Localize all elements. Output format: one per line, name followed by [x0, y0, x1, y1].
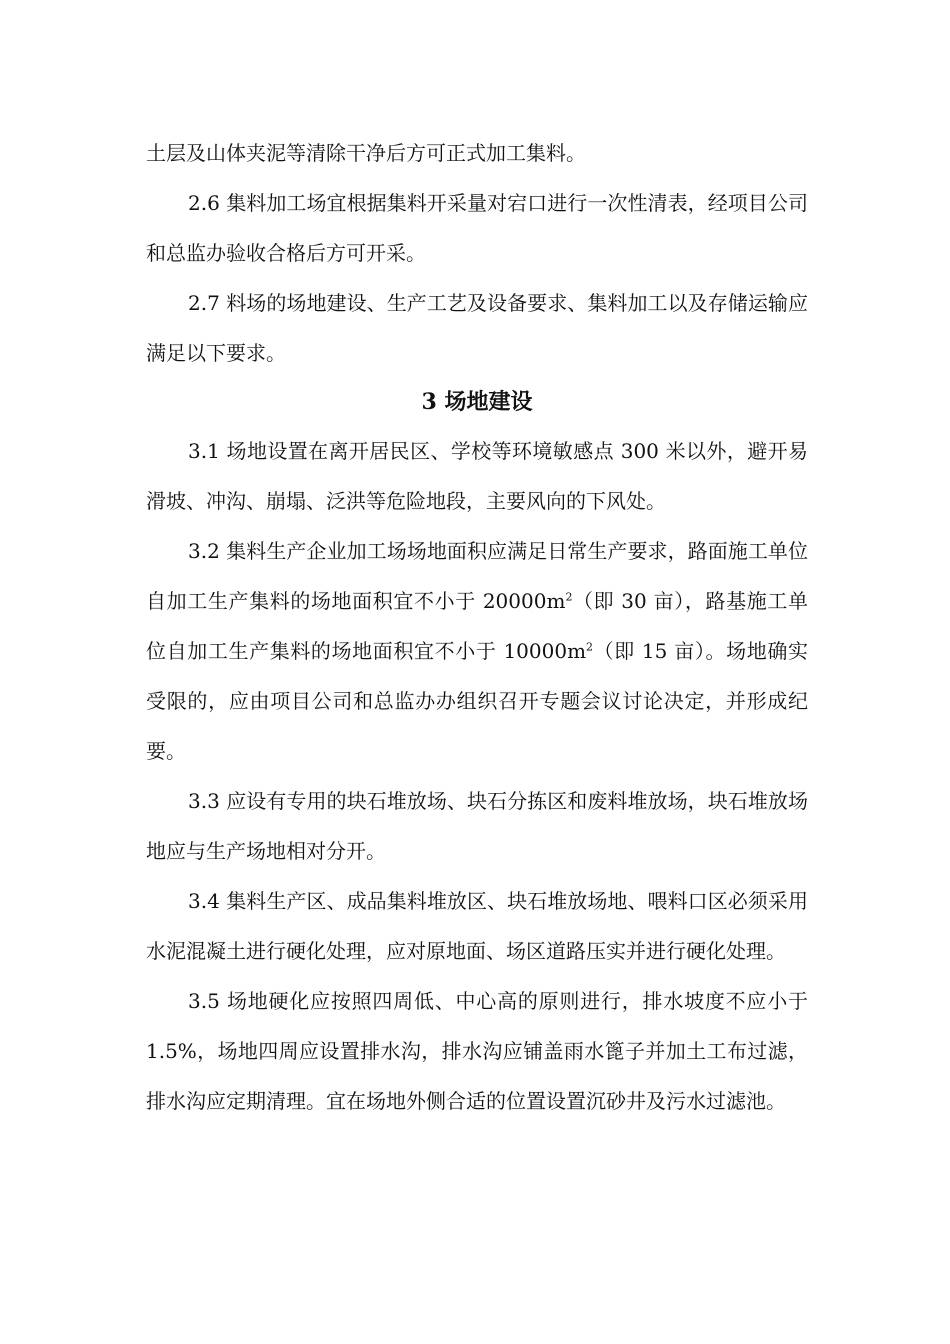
paragraph-3-2-part2: （即 30 亩），路基施工单位自加工生产集料的场地面积宜不小于 10000m: [146, 589, 808, 663]
document-page: [146, 128, 808, 1126]
superscript-squared: 2: [565, 590, 573, 604]
paragraph-3-4: 3.4 集料生产区、成品集料堆放区、块石堆放场地、喂料口区必须采用水泥混凝土进行硬化处理，应对原地面、场区道路压实并进行硬化处理。: [146, 889, 808, 963]
section-heading: 3 场地建设: [421, 389, 533, 415]
paragraph-3-2-part1: 3.2 集料生产企业加工场场地面积应满足日常生产要求，路面施工单位自加工生产集料的场地面积宜不小于 20000m: [146, 539, 808, 613]
paragraph-3-5: 3.5 场地硬化应按照四周低、中心高的原则进行，排水坡度不应小于 1.5%，场地四周应设置排水沟，排水沟应铺盖雨水篦子并加土工布过滤，排水沟应定期清理。宜在场地外侧合适的位置设置沉砂井及污水过滤池。: [146, 989, 808, 1113]
paragraph-2-6: 2.6 集料加工场宜根据集料开采量对宕口进行一次性清表，经项目公司和总监办验收合格后方可开采。: [146, 191, 808, 265]
paragraph-3-2: [146, 526, 808, 776]
paragraph-3-3: 3.3 应设有专用的块石堆放场、块石分拣区和废料堆放场，块石堆放场地应与生产场地相对分开。: [146, 789, 808, 863]
superscript-squared: 2: [586, 640, 594, 654]
paragraph-3-1: 3.1 场地设置在离开居民区、学校等环境敏感点 300 米以外，避开易滑坡、冲沟、崩塌、泛洪等危险地段，主要风向的下风处。: [146, 439, 808, 513]
paragraph-2-7: 2.7 料场的场地建设、生产工艺及设备要求、集料加工以及存储运输应满足以下要求。: [146, 291, 808, 365]
paragraph-3-2-part3: （即 15 亩）。场地确实受限的，应由项目公司和总监办办组织召开专题会议讨论决定，并形成纪要。: [146, 639, 808, 763]
paragraph-intro: 土层及山体夹泥等清除干净后方可正式加工集料。: [146, 141, 586, 165]
